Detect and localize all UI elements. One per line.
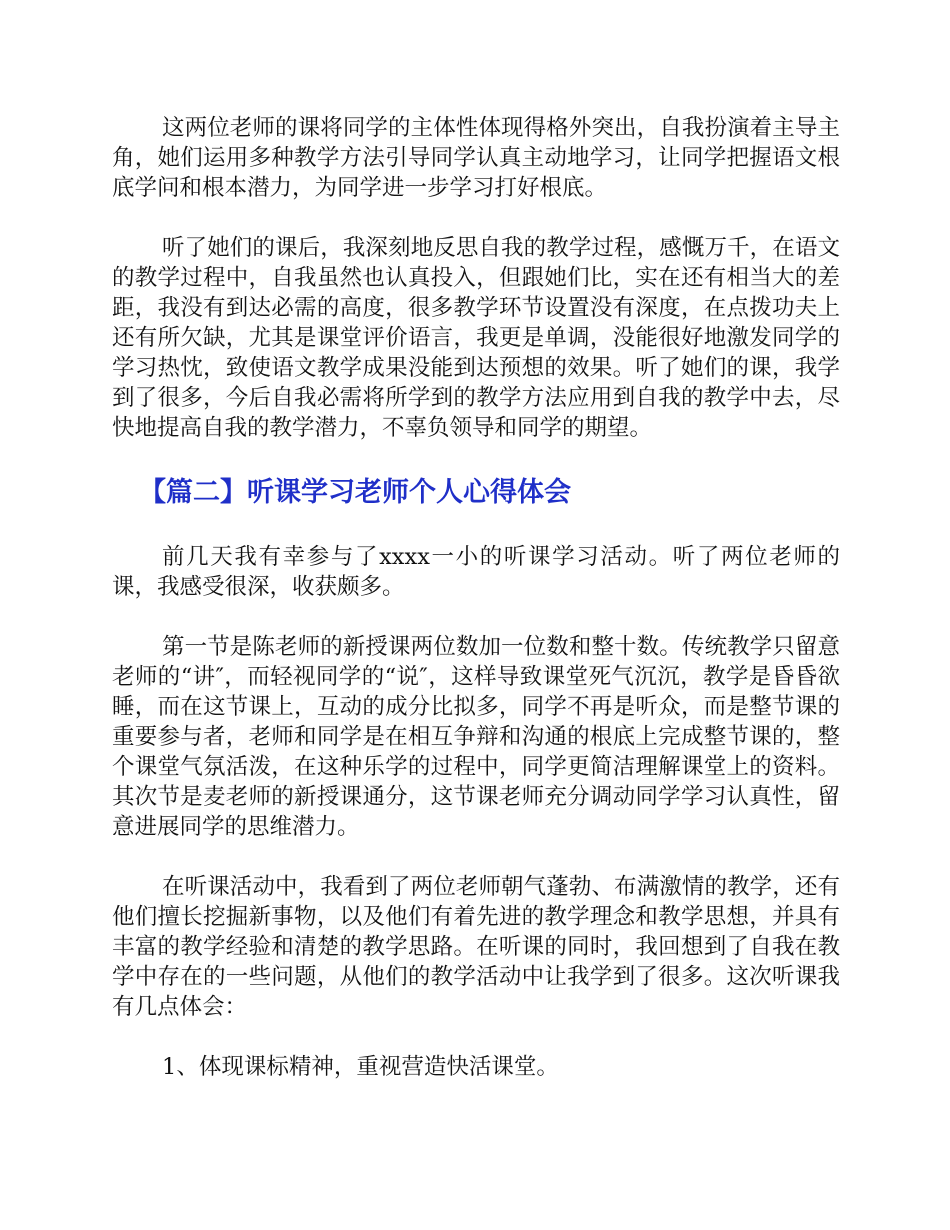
section-heading-part-two: 【篇二】听课学习老师个人心得体会 xyxy=(139,477,571,508)
paragraph-self-reflection: 听了她们的课后，我深刻地反思自我的教学过程，感慨万千，在语文的教学过程中，自我虽然也认真投入，但跟她们比，实在还有相当大的差距，我没有到达必需的高度，很多教学环节设置没有深度，在点拨功夫上还有所欠缺，尤其是课堂评价语言，我更是单调，没能很好地激发同学的学习热忱，致使语文教学成果没能到达预想的效果。听了她们的课，我学到了很多，今后自我必需将所学到的教学方法应用到自我的教学中去，尽快地提高自我的教学潜力，不辜负领导和同学的期望。 xyxy=(112,235,840,441)
paragraph-intro: 前几天我有幸参与了xxxx一小的听课学习活动。听了两位老师的课，我感受很深，收获颇多。 xyxy=(112,544,840,600)
paragraph-first-lesson: 第一节是陈老师的新授课两位数加一位数和整十数。传统教学只留意老师的“讲″，而轻视同学的“说″，这样导致课堂死气沉沉，教学是昏昏欲睡，而在这节课上，互动的成分比拟多，同学不再是听众，而是整节课的重要参与者，老师和同学是在相互争辩和沟通的根底上完成整节课的，整个课堂气氛活泼，在这种乐学的过程中，同学更简洁理解课堂上的资料。其次节是麦老师的新授课通分，这节课老师充分调动同学学习认真性，留意进展同学的思维潜力。 xyxy=(112,634,840,840)
document-body xyxy=(112,113,840,1112)
paragraph-point-one: 1、体现课标精神，重视营造快活课堂。 xyxy=(162,1054,559,1080)
paragraph-observations: 在听课活动中，我看到了两位老师朝气蓬勃、布满激情的教学，还有他们擅长挖掘新事物，以及他们有着先进的教学理念和教学思想，并具有丰富的教学经验和清楚的教学思路。在听课的同时，我回想到了自我在教学中存在的一些问题，从他们的教学活动中让我学到了很多。这次听课我有几点体会： xyxy=(112,874,840,1020)
paragraph-teachers-approach: 这两位老师的课将同学的主体性体现得格外突出，自我扮演着主导主角，她们运用多种教学方法引导同学认真主动地学习，让同学把握语文根底学问和根本潜力，为同学进一步学习打好根底。 xyxy=(112,115,840,201)
